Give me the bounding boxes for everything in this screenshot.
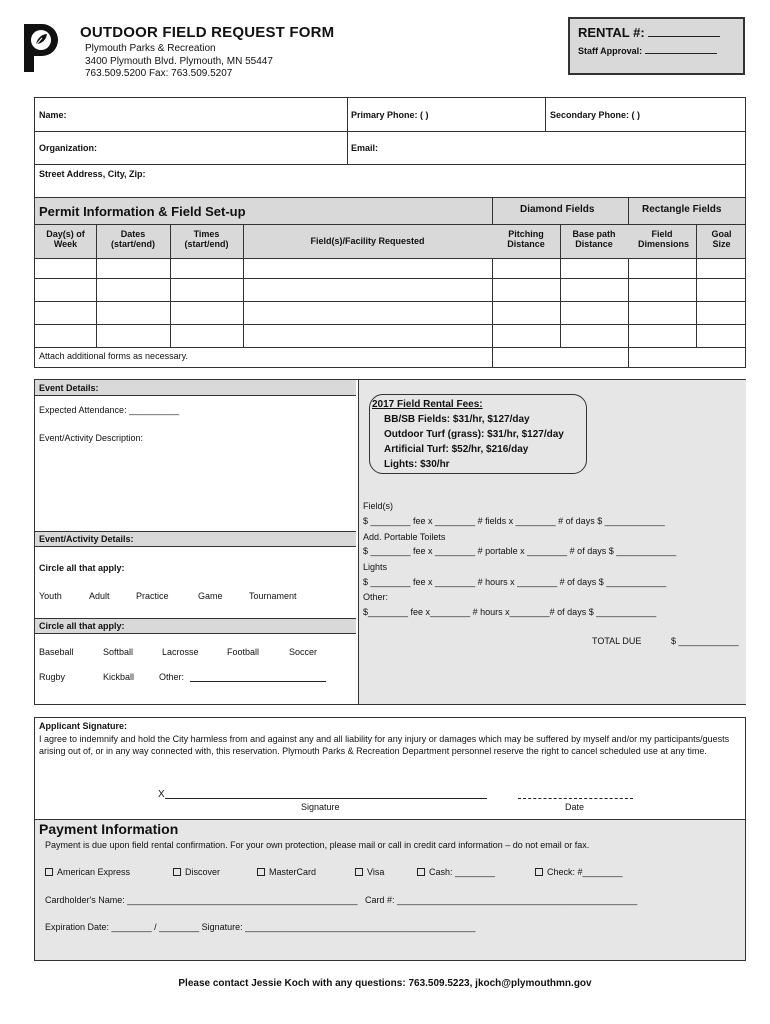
checkbox-icon xyxy=(355,868,363,876)
type-adult[interactable]: Adult xyxy=(89,591,110,601)
circle-all-label-2: Circle all that apply: xyxy=(39,621,125,631)
form-title: OUTDOOR FIELD REQUEST FORM xyxy=(80,24,335,41)
method-discover[interactable]: Discover xyxy=(173,867,220,877)
footer-contact: Please contact Jessie Koch with any questions: 763.509.5223, jkoch@plymouthmn.gov xyxy=(178,978,592,989)
lights-calc-line[interactable]: $ ________ fee x ________ # hours x ________ # of days $ ____________ xyxy=(363,577,667,587)
fee-line-lights: Lights: $30/hr xyxy=(384,459,450,470)
method-cash[interactable]: Cash: ________ xyxy=(417,867,495,877)
toilets-calc-line[interactable]: $ ________ fee x ________ # portable x ________ # of days $ ____________ xyxy=(363,546,677,556)
col-dates-header: Dates (start/end) xyxy=(110,229,155,249)
signature-title: Applicant Signature: xyxy=(39,721,128,731)
staff-approval-field[interactable] xyxy=(645,53,717,54)
fields-calc-line[interactable]: $ ________ fee x ________ # fields x ________ # of days $ ____________ xyxy=(363,516,665,526)
rental-number-label: RENTAL #: xyxy=(578,25,645,40)
sport-softball[interactable]: Softball xyxy=(103,647,134,657)
type-game[interactable]: Game xyxy=(198,591,223,601)
activity-details-title: Event/Activity Details: xyxy=(39,534,134,544)
total-due-field[interactable]: $ ____________ xyxy=(671,636,739,646)
rental-box xyxy=(568,17,745,75)
fee-line-artificial: Artificial Turf: $52/hr, $216/day xyxy=(384,444,529,455)
sport-rugby[interactable]: Rugby xyxy=(39,672,66,682)
signature-label: Signature xyxy=(301,802,340,812)
type-tournament[interactable]: Tournament xyxy=(249,591,297,601)
date-line[interactable] xyxy=(518,798,633,799)
sport-baseball[interactable]: Baseball xyxy=(39,647,74,657)
org-name: Plymouth Parks & Recreation xyxy=(85,43,216,54)
plymouth-logo xyxy=(22,22,60,74)
col-dimensions-header: Field Dimensions xyxy=(638,229,690,249)
org-phones: 763.509.5200 Fax: 763.509.5207 xyxy=(85,68,233,79)
checkbox-icon xyxy=(417,868,425,876)
checkbox-icon xyxy=(535,868,543,876)
date-label: Date xyxy=(565,802,585,812)
diamond-fields-header: Diamond Fields xyxy=(520,204,595,215)
email-field[interactable]: Email: xyxy=(351,143,379,153)
name-field[interactable]: Name: xyxy=(39,110,67,120)
primary-phone-field[interactable]: Primary Phone: ( ) xyxy=(351,110,429,120)
event-details-title: Event Details: xyxy=(39,383,99,393)
table-row[interactable] xyxy=(35,259,745,279)
table-row[interactable] xyxy=(35,279,745,302)
signature-line[interactable] xyxy=(165,798,487,799)
checkbox-icon xyxy=(45,868,53,876)
contact-permit-section xyxy=(34,97,746,368)
col-times-header: Times (start/end) xyxy=(184,229,229,249)
other-label: Other: xyxy=(363,592,389,602)
fee-line-bbsb: BB/SB Fields: $31/hr, $127/day xyxy=(384,414,530,425)
org-address: 3400 Plymouth Blvd. Plymouth, MN 55447 xyxy=(85,56,273,67)
table-row[interactable] xyxy=(35,302,745,325)
circle-all-label-1: Circle all that apply: xyxy=(39,563,125,573)
attach-note: Attach additional forms as necessary. xyxy=(39,351,188,361)
type-youth[interactable]: Youth xyxy=(39,591,62,601)
signature-payment-section xyxy=(34,717,746,961)
col-pitching-header: Pitching Distance xyxy=(507,229,545,249)
expiration-field[interactable]: Expiration Date: ________ / ________ Signature: ______________________________________________ xyxy=(45,922,476,932)
fields-label: Field(s) xyxy=(363,501,394,511)
event-description-field[interactable]: Event/Activity Description: xyxy=(39,433,144,443)
sport-other[interactable]: Other: xyxy=(159,672,185,682)
staff-approval-label: Staff Approval: xyxy=(578,46,643,56)
col-day-header: Day(s) of Week xyxy=(46,229,85,249)
secondary-phone-field[interactable]: Secondary Phone: ( ) xyxy=(550,110,641,120)
rental-number-field[interactable] xyxy=(648,36,720,37)
sport-soccer[interactable]: Soccer xyxy=(289,647,318,657)
payment-note: Payment is due upon field rental confirmation. For your own protection, please mail or call in credit card information – do not email or fax. xyxy=(45,840,590,850)
liability-text: I agree to indemnify and hold the City harmless from and against any and all liability for any injury or damages which may be suffered by myself and/or my participants/guests arising out of, or in any way connected with, this reservation. Plymouth Parks & Recreation Department personnel reserve the right to cancel scheduled use at any time. xyxy=(39,734,730,756)
method-check[interactable]: Check: #________ xyxy=(535,867,623,877)
organization-field[interactable]: Organization: xyxy=(39,143,97,153)
signature-x: X xyxy=(158,789,165,800)
sport-other-line[interactable] xyxy=(190,672,326,682)
payment-title: Payment Information xyxy=(39,821,179,837)
method-amex[interactable]: American Express xyxy=(45,867,130,877)
col-goal-header: Goal Size xyxy=(711,229,732,249)
lights-label: Lights xyxy=(363,562,388,572)
checkbox-icon xyxy=(257,868,265,876)
sport-football[interactable]: Football xyxy=(227,647,260,657)
street-address-field[interactable]: Street Address, City, Zip: xyxy=(39,169,146,179)
total-due-label: TOTAL DUE xyxy=(592,636,642,646)
table-row[interactable] xyxy=(35,325,745,348)
cardholder-field[interactable]: Cardholder's Name: ______________________________________________ xyxy=(45,895,358,905)
permit-title: Permit Information & Field Set-up xyxy=(39,204,246,219)
col-field-header: Field(s)/Facility Requested xyxy=(310,236,425,246)
checkbox-icon xyxy=(173,868,181,876)
rectangle-fields-header: Rectangle Fields xyxy=(642,204,722,215)
other-calc-line[interactable]: $________ fee x________ # hours x________# of days $ ____________ xyxy=(363,607,657,617)
event-fees-section xyxy=(34,379,746,705)
sport-lacrosse[interactable]: Lacrosse xyxy=(162,647,199,657)
toilets-label: Add. Portable Toilets xyxy=(363,532,446,542)
method-visa[interactable]: Visa xyxy=(355,867,384,877)
sport-kickball[interactable]: Kickball xyxy=(103,672,135,682)
method-mastercard[interactable]: MasterCard xyxy=(257,867,316,877)
card-number-field[interactable]: Card #: ________________________________________________ xyxy=(365,895,638,905)
fees-title: 2017 Field Rental Fees: xyxy=(372,399,483,410)
fee-line-turf: Outdoor Turf (grass): $31/hr, $127/day xyxy=(384,429,564,440)
type-practice[interactable]: Practice xyxy=(136,591,169,601)
col-basepath-header: Base path Distance xyxy=(572,229,616,249)
expected-attendance-field[interactable]: Expected Attendance: __________ xyxy=(39,405,180,415)
